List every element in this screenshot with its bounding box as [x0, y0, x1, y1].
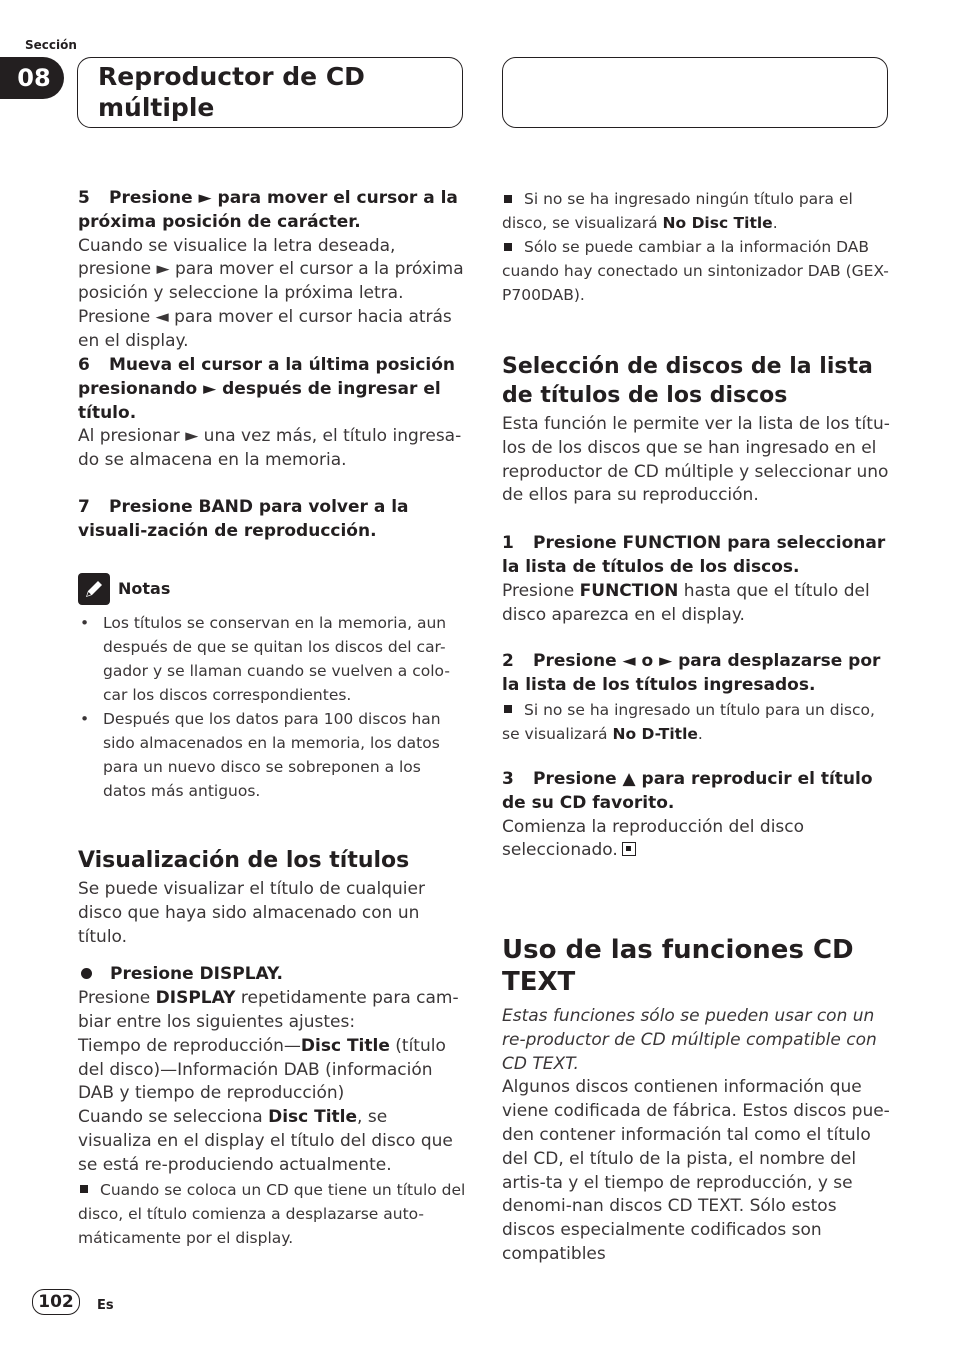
section-heading: Visualización de los títulos — [78, 848, 410, 873]
section-body: Algunos discos contienen información que viene codificada de fábrica. Estos discos pue-den contener información tal como el título del CD, el título de la pista, el nombre del artis-ta y el tiempo de reproducción, y se denomi-nan discos CD TEXT. Sólo estos discos especialmente codificados son compatibles — [502, 1077, 890, 1264]
text: , se visualiza en el display el título del disco que se está re-produciendo actualmente. — [78, 1107, 453, 1175]
step-title: Presione BAND para volver a la visuali-zación de reproducción. — [78, 497, 409, 541]
text-bold: No Disc Title — [662, 214, 773, 232]
section-number-badge: 08 — [0, 57, 64, 99]
step-7 — [78, 496, 466, 544]
end-mark-icon — [622, 842, 636, 856]
notes-heading-label: Notas — [118, 579, 171, 599]
notes-list — [78, 611, 466, 803]
text: . — [772, 214, 778, 232]
bullet-step: Presione DISPLAY. — [110, 964, 284, 985]
section-heading: Selección de discos de la lista de títulos de los discos — [502, 354, 873, 408]
notes-block — [78, 573, 466, 803]
step-body — [502, 816, 890, 864]
bullet-dot-icon — [81, 968, 92, 979]
cdtext-section — [502, 934, 890, 1267]
text: repetidamente para cam-biar entre los siguientes ajustes: — [78, 988, 459, 1032]
language-code: Es — [97, 1298, 114, 1313]
section-intro: Esta función le permite ver la lista de los títu-los de los discos que se han ingresado en el reproductor de CD múltiple y seleccionar uno de ellos para su reproducción. — [502, 414, 890, 506]
text-bold: Disc Title — [268, 1107, 358, 1128]
note-item: • Después que los datos para 100 discos han sido almacenados en la memoria, los datos para un nuevo disco se sobreponen a los datos más antiguos. — [78, 707, 466, 803]
text-bold: DISPLAY — [155, 988, 236, 1009]
square-bullet-icon — [504, 705, 512, 713]
step-title: Presione FUNCTION para seleccionar la lista de títulos de los discos. — [502, 533, 886, 577]
seleccion-section — [502, 352, 890, 863]
chapter-title-line2: múltiple — [98, 93, 215, 122]
visualizacion-section — [78, 846, 466, 1250]
text: Cuando se coloca un CD que tiene un título del disco, el título comienza a desplazarse auto-máticamente por el display. — [78, 1180, 466, 1247]
pencil-note-icon — [78, 573, 110, 605]
text: hasta que el título del disco aparezca en el display. — [502, 580, 870, 625]
section-intro: Se puede visualizar el título de cualquier disco que haya sido almacenado con un título. — [78, 879, 425, 947]
step-6 — [78, 354, 466, 473]
square-bullet-icon — [80, 1185, 88, 1193]
step-body — [502, 580, 890, 628]
text: . — [697, 724, 703, 743]
text: Presione — [78, 988, 156, 1009]
section-label: Sección — [25, 38, 77, 52]
display-paragraph-2 — [78, 1035, 466, 1106]
step-title: Mueva el cursor a la última posición presionando ► después de ingresar el título. — [78, 355, 456, 423]
step-title: Presione ► para mover el cursor a la próxima posición de carácter. — [78, 188, 458, 232]
step-number: 2 — [502, 651, 514, 672]
text: (título del disco)—Información DAB (información DAB y tiempo de reproducción) — [78, 1035, 446, 1104]
text: Si no se ha ingresado ningún título para el disco, se visualizará — [502, 190, 853, 232]
display-paragraph-3 — [78, 1106, 466, 1177]
step-body: Cuando se visualice la letra deseada, presione ► para mover el cursor a la próxima posición y seleccione la próxima letra. Presione ◄ para mover el cursor hacia atrás en el display. — [78, 235, 464, 351]
text: Cuando se selecciona — [78, 1107, 269, 1128]
step-number: 5 — [78, 188, 90, 208]
step-number: 3 — [502, 768, 514, 789]
text: Presione — [502, 580, 580, 601]
text: Comienza la reproducción del disco seleccionado. — [502, 816, 805, 861]
step-title: Presione ◄ o ► para desplazarse por la lista de los títulos ingresados. — [502, 651, 881, 696]
text-bold: No D-Title — [612, 724, 698, 743]
step-number: 1 — [502, 533, 514, 554]
text: Sólo se puede cambiar a la información DAB cuando hay conectado un sintonizador DAB (GEX-P700DAB). — [502, 238, 889, 304]
step-title: Presione ▲ para reproducir el título de su CD favorito. — [502, 768, 873, 813]
small-note — [502, 187, 890, 235]
section-heading: Uso de las funciones CD TEXT — [502, 935, 854, 997]
text-bold: Disc Title — [300, 1035, 390, 1056]
step-number: 6 — [78, 355, 90, 375]
notes-heading — [78, 573, 466, 605]
text-bold: FUNCTION — [579, 580, 679, 601]
text: Tiempo de reproducción— — [78, 1035, 301, 1056]
step-5 — [78, 187, 466, 354]
text: Si no se ha ingresado un título para un disco, se visualizará — [502, 700, 875, 743]
square-bullet-icon — [504, 243, 512, 251]
notes-top — [502, 187, 890, 307]
small-note — [78, 1178, 466, 1250]
small-note — [502, 698, 890, 746]
note-item: • Los títulos se conservan en la memoria, aun después de que se quitan los discos del car-gador y se llaman cuando se vuelven a colo-car los discos correspondientes. — [78, 611, 466, 707]
square-bullet-icon — [504, 195, 512, 203]
section-italic-intro: Estas funciones sólo se pueden usar con un re-productor de CD múltiple compatible con CD TEXT. — [502, 1006, 877, 1074]
small-note — [502, 235, 890, 307]
page-number: 102 — [32, 1289, 80, 1315]
chapter-title-box — [77, 57, 463, 128]
chapter-title-line1: Reproductor de CD — [98, 62, 365, 91]
step-number: 7 — [78, 497, 90, 517]
display-paragraph-1 — [78, 987, 466, 1035]
header-empty-box — [502, 57, 888, 128]
step-body: Al presionar ► una vez más, el título ingresa-do se almacena en la memoria. — [78, 426, 462, 471]
